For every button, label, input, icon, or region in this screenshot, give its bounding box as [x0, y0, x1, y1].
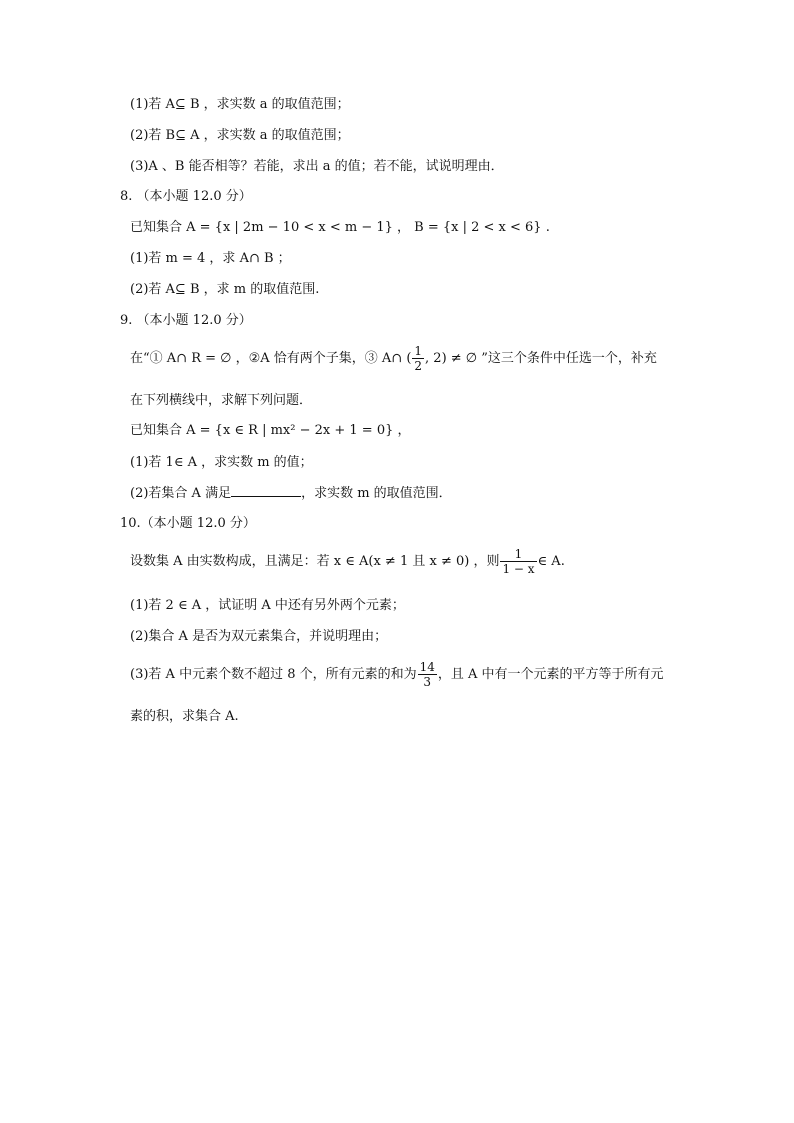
p10-fraction-numerator: 1 — [514, 547, 523, 561]
p9-fraction-numerator: 1 — [414, 344, 423, 358]
p10-fraction-denominator: 1 − x — [502, 562, 535, 576]
p10-question-3-part-a: (3)若 A 中元素个数不超过 8 个，所有元素的和为 — [130, 667, 417, 682]
p8-stem: 已知集合 A = {x | 2m − 10 < x < m − 1} ， B = {x | 2 < x < 6} . — [130, 220, 550, 235]
p9-stem-continued: 在下列横线中，求解下列问题． — [130, 393, 313, 408]
p9-question-2-part-a: (2)若集合 A 满足 — [130, 486, 232, 501]
p10-question-3 — [130, 660, 664, 689]
p9-given-set: 已知集合 A = {x ∈ R | mx² − 2x + 1 = 0} ， — [130, 423, 411, 438]
p10-stem — [130, 547, 565, 576]
p9-fraction-denominator: 2 — [414, 359, 423, 373]
p9-stem — [130, 344, 657, 373]
p9-stem-part-a: 在“① A∩ R = ∅ ，②A 恰有两个子集，③ A∩ ( — [130, 351, 412, 366]
p7-question-1: (1)若 A⊆ B ，求实数 a 的取值范围； — [130, 97, 350, 112]
p8-heading: 8. （本小题 12.0 分） — [120, 189, 252, 204]
p10-q3-fraction — [418, 660, 437, 689]
p10-stem-part-a: 设数集 A 由实数构成，且满足：若 x ∈ A(x ≠ 1 且 x ≠ 0) ，则 — [130, 554, 500, 569]
fill-in-blank — [231, 484, 301, 497]
p7-question-3: (3)A 、B 能否相等？若能，求出 a 的值；若不能，试说明理由． — [130, 159, 504, 174]
p10-question-3-part-b: ，且 A 中有一个元素的平方等于所有元 — [437, 667, 664, 682]
p9-question-2-part-b: ，求实数 m 的取值范围． — [301, 486, 452, 501]
p10-fraction — [500, 547, 536, 576]
p10-stem-part-b: ∈ A. — [537, 554, 565, 569]
p9-question-1: (1)若 1∈ A ，求实数 m 的值； — [130, 455, 313, 470]
p9-fraction — [412, 344, 424, 373]
p10-question-2: (2)集合 A 是否为双元素集合，并说明理由； — [130, 629, 388, 644]
p9-heading: 9. （本小题 12.0 分） — [120, 313, 252, 328]
p8-question-1: (1)若 m = 4 ，求 A∩ B ； — [130, 251, 291, 266]
p10-question-1: (1)若 2 ∈ A ，试证明 A 中还有另外两个元素； — [130, 598, 405, 613]
p9-question-2 — [130, 484, 452, 503]
p7-question-2: (2)若 B⊆ A ，求实数 a 的取值范围； — [130, 128, 350, 143]
p10-q3-fraction-numerator: 14 — [419, 660, 435, 674]
p10-question-3-continued: 素的积，求集合 A. — [130, 709, 239, 724]
p10-heading: 10.（本小题 12.0 分） — [120, 516, 256, 531]
p8-question-2: (2)若 A⊆ B ，求 m 的取值范围. — [130, 282, 320, 297]
p10-q3-fraction-denominator: 3 — [418, 674, 437, 689]
p9-stem-part-b: , 2) ≠ ∅ ”这三个条件中任选一个，补充 — [425, 351, 657, 366]
